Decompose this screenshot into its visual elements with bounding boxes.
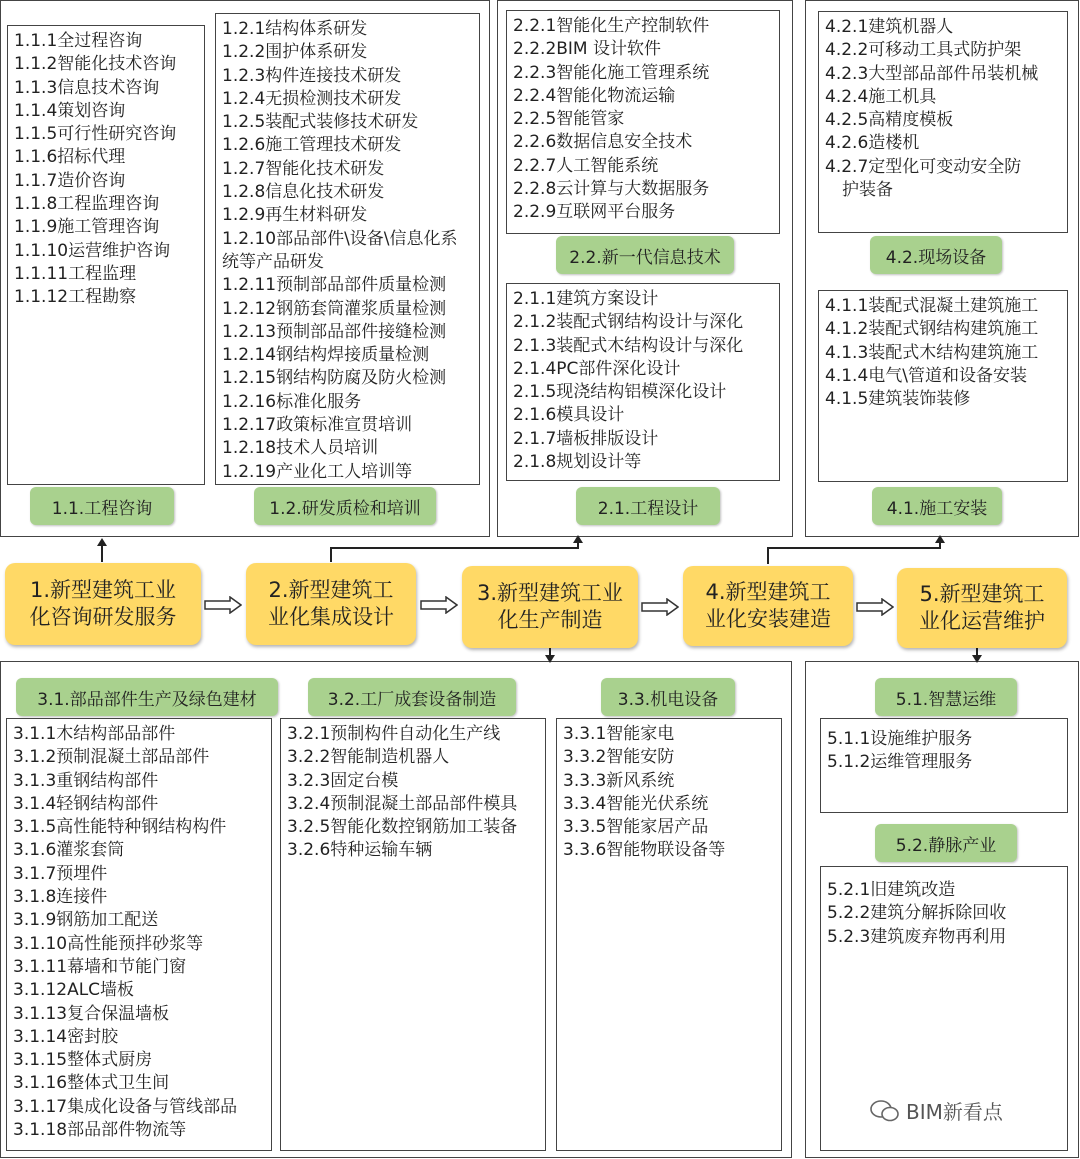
list-item: 3.2.4预制混凝土部品部件模具 <box>287 793 518 814</box>
list-item: 5.1.2运维管理服务 <box>827 752 973 773</box>
group-4-2-title: 4.2.现场设备 <box>870 236 1002 274</box>
list-item: 1.1.8工程监理咨询 <box>14 194 160 215</box>
list-item: 1.2.13预制部品部件接缝检测 <box>222 321 447 342</box>
list-item: 3.1.4轻钢结构部件 <box>13 793 159 814</box>
group-2-1-list <box>506 283 780 481</box>
group-3-3-list <box>556 718 782 1151</box>
list-item: 1.1.6招标代理 <box>14 147 126 168</box>
watermark <box>870 1096 1003 1125</box>
list-item: 1.2.7智能化技术研发 <box>222 158 385 179</box>
list-item: 3.1.1木结构部品部件 <box>13 724 176 744</box>
list-item: 1.1.11工程监理 <box>14 263 137 284</box>
stage-4-installation: 4.新型建筑工业化安装建造 <box>683 566 853 646</box>
group-1-2-title: 1.2.研发质检和培训 <box>254 487 436 525</box>
group-3-2-title: 3.2.工厂成套设备制造 <box>308 678 516 716</box>
list-item: 2.1.7墙板排版设计 <box>513 428 659 449</box>
list-item: 4.1.5建筑装饰装修 <box>825 389 971 410</box>
list-item: 2.1.3装配式木结构设计与深化 <box>513 335 744 356</box>
list-item: 4.2.3大型部品部件吊装机械 <box>825 63 1039 84</box>
list-item: 4.2.5高精度模板 <box>825 110 954 131</box>
group-1-1-list <box>7 25 205 485</box>
list-item: 3.1.6灌浆套筒 <box>13 840 125 861</box>
list-item: 2.1.6模具设计 <box>513 405 625 426</box>
list-item: 3.3.1智能家电 <box>563 724 675 744</box>
list-item: 1.2.14钢结构焊接质量检测 <box>222 345 430 366</box>
list-item: 3.1.11幕墙和节能门窗 <box>13 956 187 977</box>
watermark-text: BIM新看点 <box>906 1100 1003 1124</box>
list-item: 3.3.4智能光伏系统 <box>563 793 709 814</box>
stage-1-consulting-rd: 1.新型建筑工业化咨询研发服务 <box>5 563 201 645</box>
list-item: 1.2.15钢结构防腐及防火检测 <box>222 368 447 389</box>
list-item: 3.1.3重钢结构部件 <box>13 770 159 791</box>
stage-5-operation: 5.新型建筑工业化运营维护 <box>897 568 1067 648</box>
list-item: 2.1.8规划设计等 <box>513 452 642 473</box>
stage-2-integrated-design: 2.新型建筑工业化集成设计 <box>246 563 416 645</box>
stage-3-manufacturing: 3.新型建筑工业化生产制造 <box>462 566 638 648</box>
list-item: 3.1.2预制混凝土部品部件 <box>13 747 210 768</box>
list-item: 3.1.13复合保温墙板 <box>13 1003 170 1024</box>
list-item: 3.3.2智能安防 <box>563 747 675 768</box>
list-item: 3.3.6智能物联设备等 <box>563 840 726 861</box>
group-4-2-list <box>818 11 1068 233</box>
list-item: 5.2.2建筑分解拆除回收 <box>827 903 1007 924</box>
list-item: 1.2.19产业化工人培训等 <box>222 461 413 482</box>
list-item: 2.2.5智能管家 <box>513 109 625 130</box>
list-item: 1.1.10运营维护咨询 <box>14 240 171 261</box>
list-item: 1.2.11预制部品部件质量检测 <box>222 275 447 296</box>
arrow-right-icon <box>856 598 894 616</box>
list-item: 2.2.1智能化生产控制软件 <box>513 16 710 36</box>
list-item: 1.1.9施工管理咨询 <box>14 217 160 238</box>
list-item: 1.2.6施工管理技术研发 <box>222 135 402 156</box>
list-item: 1.2.2围护体系研发 <box>222 42 368 63</box>
group-3-2-list <box>280 718 546 1151</box>
list-item: 1.1.7造价咨询 <box>14 170 126 191</box>
list-item: 2.2.7人工智能系统 <box>513 155 659 176</box>
group-4-1-title: 4.1.施工安装 <box>872 487 1002 525</box>
list-item: 3.1.9钢筋加工配送 <box>13 910 159 931</box>
list-item: 3.3.3新风系统 <box>563 770 675 791</box>
list-item: 4.1.2装配式钢结构建筑施工 <box>825 319 1039 340</box>
list-item: 3.2.5智能化数控钢筋加工装备 <box>287 817 518 838</box>
list-item: 1.1.4策划咨询 <box>14 100 126 121</box>
arrow-right-icon <box>204 596 242 614</box>
list-item: 1.1.12工程勘察 <box>14 287 137 308</box>
list-item: 5.2.1旧建筑改造 <box>827 880 956 900</box>
list-item: 2.2.4智能化物流运输 <box>513 85 676 106</box>
list-item: 4.1.3装配式木结构建筑施工 <box>825 342 1039 363</box>
list-item: 3.1.7预埋件 <box>13 863 108 884</box>
list-item: 3.2.3固定台模 <box>287 770 399 791</box>
list-item: 1.2.3构件连接技术研发 <box>222 65 402 86</box>
group-3-1-title: 3.1.部品部件生产及绿色建材 <box>16 678 278 716</box>
list-item: 3.1.14密封胶 <box>13 1026 119 1047</box>
group-5-1-title: 5.1.智慧运维 <box>875 678 1017 716</box>
list-item: 3.1.16整体式卫生间 <box>13 1073 170 1094</box>
list-item: 1.2.9再生材料研发 <box>222 205 368 226</box>
list-item: 1.2.1结构体系研发 <box>222 19 368 39</box>
list-item: 3.3.5智能家居产品 <box>563 817 709 838</box>
arrow-right-icon <box>420 596 458 614</box>
group-1-1-title: 1.1.工程咨询 <box>30 487 174 525</box>
list-item: 4.2.6造楼机 <box>825 133 920 154</box>
list-item: 3.1.18部品部件物流等 <box>13 1120 187 1141</box>
list-item: 1.2.10部品部件\设备\信息化系统等产品研发 <box>222 228 458 272</box>
list-item: 1.1.2智能化技术咨询 <box>14 54 177 75</box>
list-item: 2.1.4PC部件深化设计 <box>513 358 681 379</box>
list-item: 1.1.3信息技术咨询 <box>14 77 160 98</box>
list-item: 3.1.17集成化设备与管线部品 <box>13 1096 238 1117</box>
list-item: 2.2.8云计算与大数据服务 <box>513 179 710 200</box>
list-item: 1.1.5可行性研究咨询 <box>14 124 177 145</box>
list-item: 1.2.4无损检测技术研发 <box>222 88 402 109</box>
list-item: 1.2.8信息化技术研发 <box>222 182 385 203</box>
list-item: 4.1.4电气\管道和设备安装 <box>825 365 1027 386</box>
list-item: 2.1.2装配式钢结构设计与深化 <box>513 312 744 333</box>
list-item: 5.2.3建筑废弃物再利用 <box>827 926 1007 947</box>
group-2-2-list <box>506 10 780 234</box>
list-item: 2.1.1建筑方案设计 <box>513 289 659 309</box>
list-item: 4.2.2可移动工具式防护架 <box>825 40 1022 61</box>
list-item: 1.2.17政策标准宣贯培训 <box>222 415 413 436</box>
group-1-2-list <box>215 13 480 485</box>
list-item: 3.2.2智能制造机器人 <box>287 747 450 768</box>
list-item: 1.2.16标准化服务 <box>222 391 362 412</box>
group-3-1-list <box>6 718 272 1151</box>
list-item: 2.1.5现浇结构铝模深化设计 <box>513 382 727 403</box>
list-item: 3.1.15整体式厨房 <box>13 1050 153 1071</box>
group-4-1-list <box>818 290 1068 482</box>
list-item: 1.1.1全过程咨询 <box>14 31 143 51</box>
list-item: 5.1.1设施维护服务 <box>827 729 973 749</box>
list-item: 3.2.1预制构件自动化生产线 <box>287 724 501 744</box>
group-2-1-title: 2.1.工程设计 <box>576 487 720 525</box>
list-item: 3.1.12ALC墙板 <box>13 980 135 1001</box>
arrow-right-icon <box>641 598 679 616</box>
list-item: 4.2.1建筑机器人 <box>825 17 954 37</box>
list-item: 1.2.18技术人员培训 <box>222 438 379 459</box>
list-item: 2.2.6数据信息安全技术 <box>513 132 693 153</box>
list-item: 1.2.12钢筋套筒灌浆质量检测 <box>222 298 447 319</box>
group-5-1-list <box>820 718 1068 813</box>
list-item: 3.1.5高性能特种钢结构构件 <box>13 817 227 838</box>
list-item: 4.2.7定型化可变动安全防 护装备 <box>825 156 1022 201</box>
list-item: 3.2.6特种运输车辆 <box>287 840 433 861</box>
group-5-2-title: 5.2.静脉产业 <box>875 824 1017 862</box>
list-item: 2.2.3智能化施工管理系统 <box>513 62 710 83</box>
list-item: 2.2.9互联网平台服务 <box>513 202 676 223</box>
list-item: 4.2.4施工机具 <box>825 86 937 107</box>
list-item: 4.1.1装配式混凝土建筑施工 <box>825 296 1039 316</box>
wechat-icon <box>870 1100 900 1122</box>
group-3-3-title: 3.3.机电设备 <box>601 678 735 716</box>
list-item: 2.2.2BIM 设计软件 <box>513 39 662 60</box>
list-item: 3.1.8连接件 <box>13 887 108 908</box>
group-2-2-title: 2.2.新一代信息技术 <box>556 236 734 274</box>
list-item: 3.1.10高性能预拌砂浆等 <box>13 933 204 954</box>
list-item: 1.2.5装配式装修技术研发 <box>222 112 419 133</box>
